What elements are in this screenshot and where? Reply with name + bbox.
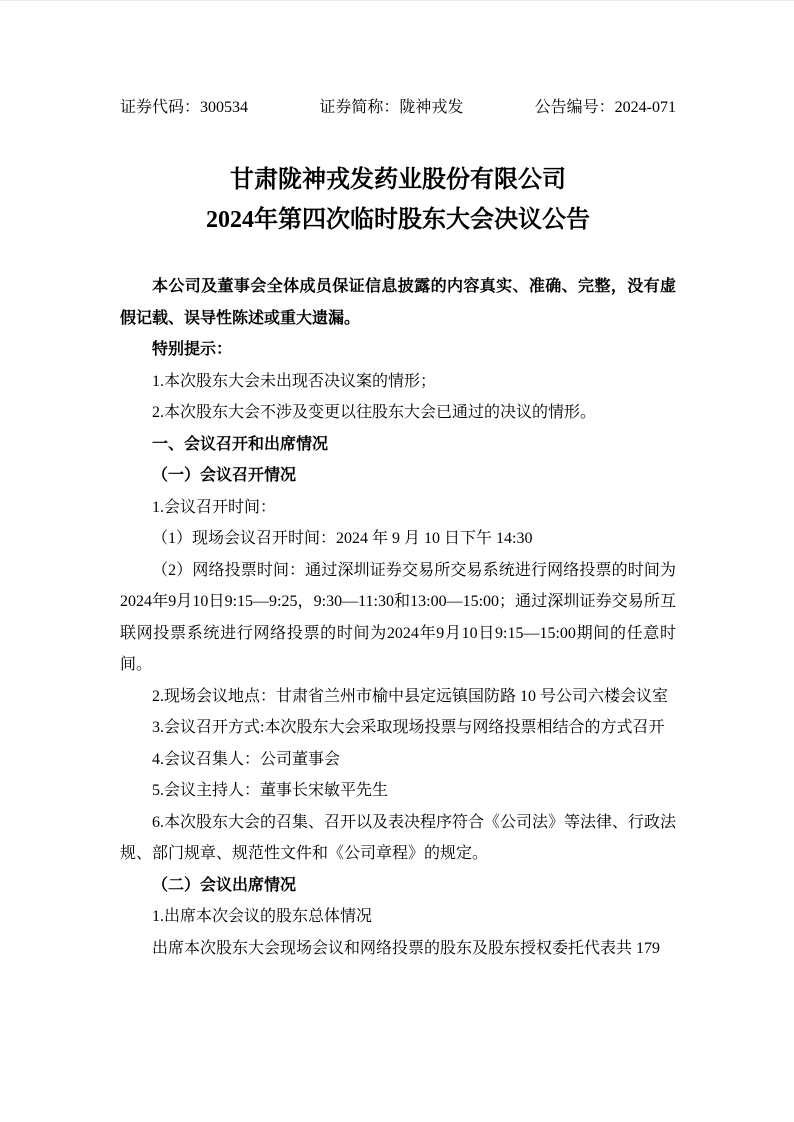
announcement-number-label: 公告编号：2024-071 xyxy=(534,99,676,116)
item-procedure-compliance: 6.本次股东大会的召集、召开以及表决程序符合《公司法》等法律、行政法规、部门规章、规范性文件和《公司章程》的规定。 xyxy=(120,813,677,862)
special-notice-item-2: 2.本次股东大会不涉及变更以往股东大会已通过的决议的情形。 xyxy=(152,404,597,421)
title-company-name: 甘肃陇神戎发药业股份有限公司 xyxy=(230,167,566,193)
item-online-voting-time: （2）网络投票时间：通过深圳证券交易所交易系统进行网络投票的时间为2024年9月10日9:15—9:25，9:30—11:30和13:00—15:00；通过深圳证券交易所互联网投票系统进行网络投票的时间为2024年9月10日9:15—15:00期间的任意时间。 xyxy=(120,561,676,673)
item-chairperson: 5.会议主持人：董事长宋敏平先生 xyxy=(152,782,389,799)
item-meeting-venue: 2.现场会议地点：甘肃省兰州市榆中县定远镇国防路 10 号公司六楼会议室 xyxy=(152,687,669,705)
page-content xyxy=(0,1,794,964)
stock-code-label: 证券代码：300534 xyxy=(120,99,249,116)
item-meeting-time: 1.会议召开时间： xyxy=(152,498,277,516)
document-body xyxy=(120,271,676,964)
section-1-1-heading: （一）会议召开情况 xyxy=(152,467,297,484)
item-attendance-overview-heading: 1.出席本次会议的股东总体情况 xyxy=(152,908,373,925)
stock-abbr-label: 证券简称：陇神戎发 xyxy=(319,99,464,116)
document-header xyxy=(120,1,676,118)
title-subject: 2024年第四次临时股东大会决议公告 xyxy=(206,207,590,233)
special-notice-item-1: 1.本次股东大会未出现否决议案的情形； xyxy=(152,372,437,390)
item-onsite-meeting-time: （1）现场会议召开时间：2024 年 9 月 10 日下午 14:30 xyxy=(152,530,533,547)
section-1-2-heading: （二）会议出席情况 xyxy=(152,876,297,894)
disclaimer-paragraph: 本公司及董事会全体成员保证信息披露的内容真实、准确、完整，没有虚假记载、误导性陈述或重大遗漏。 xyxy=(120,278,676,327)
special-notice-heading: 特别提示： xyxy=(152,341,233,358)
item-attendance-detail: 出席本次股东大会现场会议和网络投票的股东及股东授权委托代表共 179 xyxy=(152,939,661,957)
item-meeting-method: 3.会议召开方式:本次股东大会采取现场投票与网络投票相结合的方式召开 xyxy=(152,719,665,736)
section-1-heading: 一、会议召开和出席情况 xyxy=(152,435,329,453)
item-convener: 4.会议召集人：公司董事会 xyxy=(152,750,341,768)
document-title xyxy=(120,165,676,235)
